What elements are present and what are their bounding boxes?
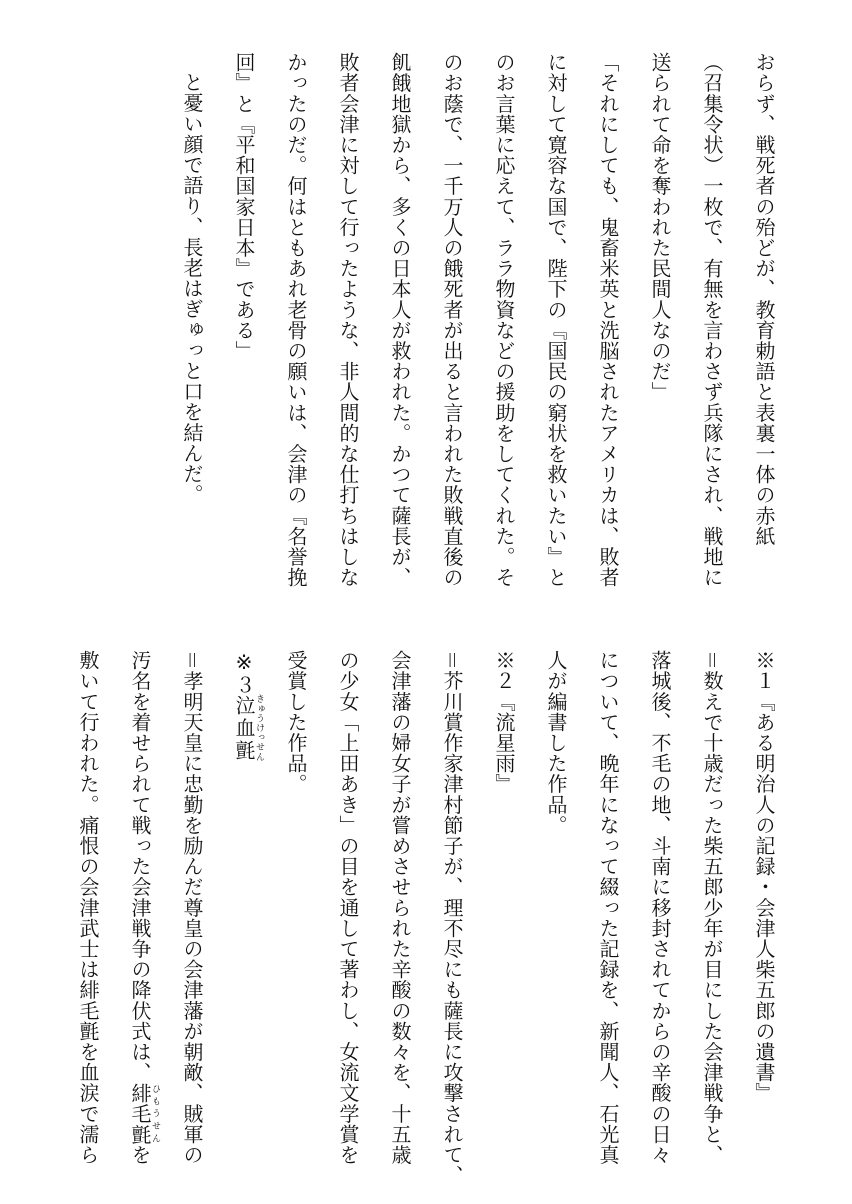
note-line: ＝数えで十歳だった柴五郎少年が目にした会津戦争と、 xyxy=(700,650,724,1165)
text-line: 「それにしても、鬼畜米英と洗脳されたアメリカは、敗者 xyxy=(596,52,620,588)
note3-line2-word xyxy=(128,1082,160,1145)
note-line: 敷いて行われた。痛恨の会津武士は緋毛氈を血涙で濡ら xyxy=(76,650,100,1165)
note-line: 人が編書した作品。 xyxy=(544,650,568,836)
note-line-segment: を xyxy=(128,1144,152,1166)
text-line: 送られて命を奪われた民間人なのだ」 xyxy=(648,52,672,403)
note-line: 落城後、不毛の地、斗南に移封されてからの辛酸の日々 xyxy=(648,650,672,1165)
note-line: ＝孝明天皇に忠勤を励んだ尊皇の会津藩が朝敵、賊軍の xyxy=(180,650,204,1165)
main-text-block xyxy=(166,52,790,592)
text-line: に対して寛容な国で、陛下の『国民の窮状を救いたい』と xyxy=(544,52,568,588)
notes-block xyxy=(62,650,790,1186)
note-line: の少女「上田あき」の目を通して著わし、女流文学賞を xyxy=(336,650,360,1165)
note-line-segment: 汚名を着せられて戦った会津戦争の降伏式は、 xyxy=(128,650,152,1083)
text-line: 回』と『平和国家日本』である」 xyxy=(232,52,256,361)
note-line: ＝芥川賞作家津村節子が、理不尽にも薩長に攻撃されて、 xyxy=(440,650,464,1186)
text-line: かったのだ。何はともあれ老骨の願いは、会津の『名誉挽 xyxy=(284,52,308,588)
text-line: おらず、戦死者の殆どが、教育勅語と表裏一体の赤紙 xyxy=(752,52,776,547)
text-line: 敗者会津に対して行ったような、非人間的な仕打ちはしな xyxy=(336,52,360,588)
note3-line2-ruby: ひもうせん xyxy=(150,1082,160,1145)
note3-word xyxy=(232,694,264,762)
note-line: 受賞した作品。 xyxy=(284,650,308,795)
note3-title xyxy=(218,650,270,1170)
note-line xyxy=(114,650,166,1170)
text-line: のお言葉に応えて、ララ物資などの援助をしてくれた。そ xyxy=(492,52,516,588)
note3-prefix: ※３ xyxy=(232,650,256,696)
note3-ruby: きゅうけっせん xyxy=(254,694,264,762)
note-line: 会津藩の婦女子が嘗めさせられた辛酸の数々を、十五歳 xyxy=(388,650,412,1165)
note1-title: ※１『ある明治人の記録・会津人柴五郎の遺書』 xyxy=(752,650,776,1104)
note3-line2-word-base: 緋毛氈 xyxy=(128,1082,152,1145)
note3-word-base: 泣血氈 xyxy=(232,694,256,762)
text-line: と憂い顔で語り、長老はぎゅっと口を結んだ。 xyxy=(180,72,204,505)
note2-title: ※２『流星雨』 xyxy=(492,650,516,795)
text-line: 飢餓地獄から、多くの日本人が救われた。かつて薩長が、 xyxy=(388,52,412,588)
text-line: （召集令状）一枚で、有無を言わさず兵隊にされ、戦地に xyxy=(700,52,724,588)
text-line: のお蔭で、一千万人の餓死者が出ると言われた敗戦直後の xyxy=(440,52,464,588)
note-line: について、晩年になって綴った記録を、新聞人、石光真 xyxy=(596,650,620,1165)
